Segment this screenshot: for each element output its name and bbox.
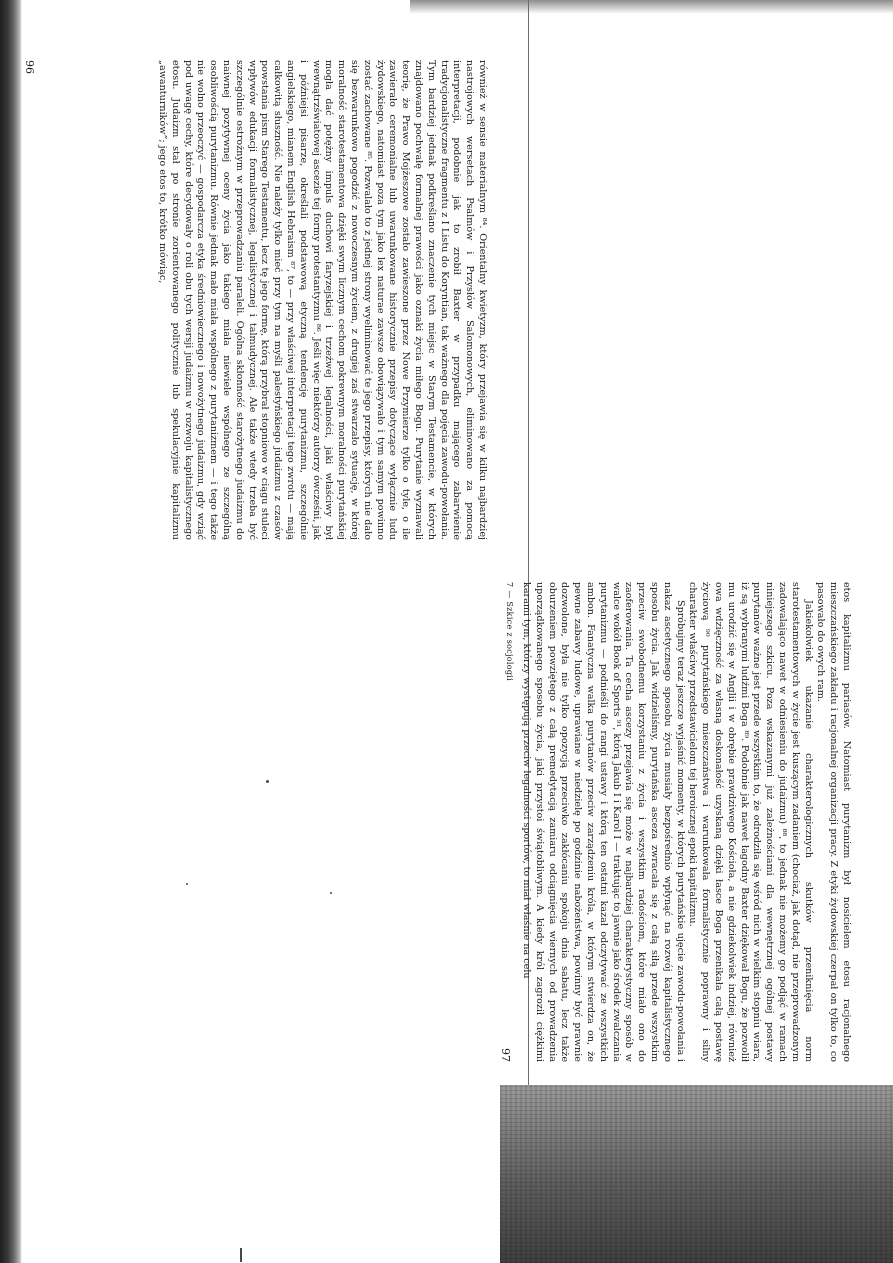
scan-left-edge	[0, 0, 22, 1263]
scan-bottom-grain	[500, 1085, 893, 1263]
paragraph: również w sensie materialnym ⁸⁴. Orientalny kwietyzm, który przejawia się w kilku najbardziej nastrojowych wersetach Psalmów i Przysłów Salomonowych, eliminowano za pomocą interpretacji, podobnie jak to zrobił Baxter w przypadku mającego zabarwienie tradycjonalistyczne fragmentu z I Listu do Koryntian, tak ważnego dla pojęcia zawodu-powołania. Tym bardziej jednak podkreślano znaczenie tych miejsc w Starym Testamencie, w których znajdowano pochwałę formalnej prawości jako oznaki życia miłego Bogu. Purytanie wyznawali teorię, że Prawo Mojżeszowe zostało zawieszone przez Nowe Przymierze tylko o tyle, o ile zawierało ceremonialne lub uwarunkowane historycznie przepisy dotyczące wyłącznie ludu żydowskiego, natomiast poza tym jako lex naturae zawsze obowiązywało i tym samym powinno zostać zachowane ⁸⁵. Pozwalało to z jednej strony wyeliminować te jego przepisy, których nie dało się bezwarunkowo pogodzić z nowoczesnym życiem, z drugiej zaś stwarzało sytuację, w której moralność starotestamentowa dzięki swym licznym cechom pokrewnym moralności purytańskiej mogła dać potężny impuls duchowi faryzejskiej i trzeźwej legalności, jaki właściwy był wewnątrzświatowej ascezie tej formy protestantyzmu ⁸⁶. Jeśli więc niektórzy autorzy ówcześni, jak i późniejsi pisarze, określali podstawową etyczną tendencję purytanizmu, szczególnie angielskiego, mianem English Hebraism ⁸⁷, to — przy właściwej interpretacji tego zwrotu — mają całkowitą słuszność. Nie należy tylko mieć przy tym na myśli palestyńskiego judaizmu z czasów powstania pism Starego Testamentu, lecz tę jego formę, którą przybrał stopniowo w ciągu stuleci wpływów edukacji formalistycznej, legalistycznej i talmudycznej. Ale także wtedy trzeba być szczególnie ostrożnym w przeprowadzaniu paraleli. Ogólna skłonność starożytnego judaizmu do naiwnej pozytywnej oceny życia jako takiego miała niewiele wspólnego ze szczególną osobliwością purytanizmu. Równie jednak mało miała wspólnego z purytanizmem — i tego także nie wolno przeoczyć — gospodarcza etyka średniowiecznego i nowożytnego judaizmu, gdy wziąć pod uwagę cechy, które decydowały o roli obu tych wersji judaizmu w rozwoju kapitalistycznego etosu. Judaizm stał po stronie zorientowanego politycznie lub spekulacyjnie kapitalizmu „awanturników”; jego etos to, krótko mówiąc,	[157, 60, 488, 540]
paragraph: Jakiekolwiek ukazanie charakterologicznych skutków przeniknięcia norm starotestamentowych w życie jest kuszącym zadaniem (chociaż, jak dotąd, nie przeprowadzonym zadowalająco nawet w odniesieniu do judaizmu) ⁸⁸, to jednak nie możemy go podjąć w ramach niniejszego szkicu. Poza wskazanymi już zależnościami dla wewnętrznej ogólnej postawy purytanów ważne jest przede wszystkim to, że odrodziła się wśród nich w wielkim stopniu wiara, iż są wybranymi ludźmi Boga ⁸⁹. Podobnie jak nawet łagodny Baxter dziękował Bogu, że pozwolił mu urodzić się w Anglii i w obrębie prawdziwego Kościoła, a nie gdziekolwiek indziej, również owa wdzięczność za własną doskonałość uzyskaną dzięki łasce Boga przenikała całą postawę życiową ⁹⁰ purytańskiego mieszczaństwa i warunkowała formalistycznie poprawny i silny charakter właściwy przedstawicielom tej heroicznej epoki kapitalizmu.	[687, 582, 814, 1062]
page-body	[519, 582, 852, 1062]
paragraph: Spróbujmy teraz jeszcze wyjaśnić momenty, w których purytańskie ujęcie zawodu-powołania i nakaz ascetycznego sposobu życia musiały bezpośrednio wpłynąć na rozwój kapitalistycznego sposobu życia. Jak widzieliśmy, purytańska asceza zwracała się z całą siłą przede wszystkim przeciw swobodnemu korzystaniu z życia i wszystkim radościom, które miało ono do zaoferowania. Ta cecha ascezy przejawia się może w najbardziej charakterystyczny sposób w walce wokół Book of Sports ⁹¹, którą Jakub I i Karol I — traktując to jawnie jako środek zwalczania purytanizmu — podnieśli do rangi ustawy i którą ten ostatni kazał odczytywać ze wszystkich ambon. Fanatyczna walka purytanów przeciw zarządzeniu króla, w którym stwierdza on, że pewne zabawy ludowe, uprawiane w niedzielę po godzinie nabożeństwa, powinny być prawnie dozwolone, była nie tylko opozycją przeciwko zakłócaniu spokoju dnia sabatu, lecz także oburzeniem powziętego z całą premedytacją zamiaru odciągnięcia wiernych od prowadzenia uporządkowanego sposobu życia, jaki przystoi świątobliwym. A kiedy król zagroził ciężkimi karami tym, którzy występują przeciw legalności sportów, to miał właśnie na celu	[521, 582, 686, 1062]
book-page-left	[23, 60, 488, 540]
page-body	[155, 60, 488, 540]
signature-mark: 7 — Szkice z socjologii	[505, 582, 514, 682]
paragraph: etos kapitalizmu pariasów. Natomiast purytanizm był nosicielem etosu racjonalnego mieszczańskiego zakładu i racjonalnej organizacji pracy. Z etyki żydowskiej czerpał on tylko to, co pasowało do owych ram.	[815, 582, 852, 1062]
book-page-right	[492, 582, 852, 1062]
page-number: 96	[23, 60, 36, 74]
dust-speck	[186, 883, 188, 885]
scan-top-smudge	[410, 0, 893, 14]
dust-speck	[240, 1248, 242, 1262]
dust-speck	[266, 780, 269, 783]
dust-speck	[330, 892, 332, 894]
page-number: 97	[499, 1048, 512, 1062]
